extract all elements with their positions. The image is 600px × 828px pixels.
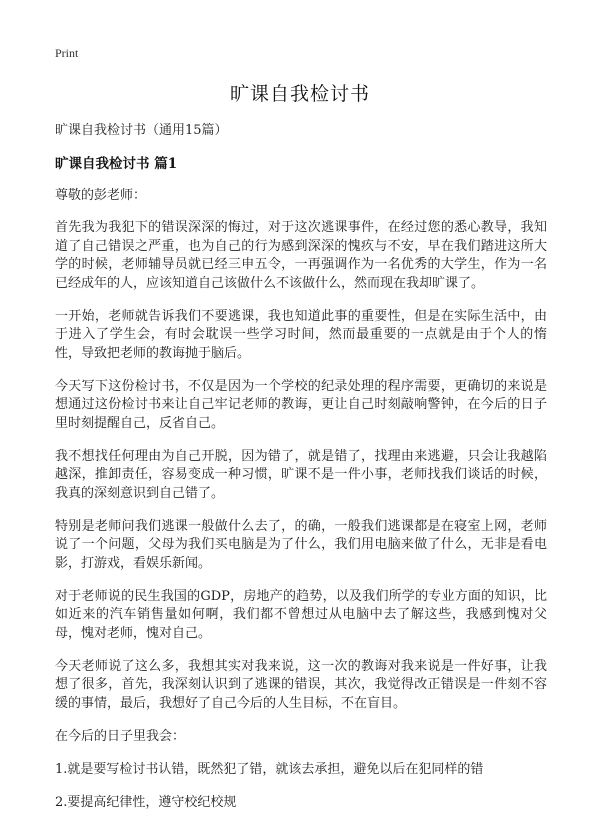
- paragraph-1: 首先我为我犯下的错误深深的悔过，对于这次逃课事件，在经过您的悉心教导，我知道了自己错误之严重，也为自己的行为感到深深的愧疚与不安，早在我们踏进这所大学的时候，老师辅导员就已经三申五令，一再强调作为一名优秀的大学生，作为一名已经成年的人，应该知道自己该做什么不该做什么，然而现在我却旷课了。: [55, 220, 547, 291]
- paragraph-6: 对于老师说的民生我国的GDP，房地产的趋势，以及我们所学的专业方面的知识，比如近来的汽车销售量如何啊，我们都不曾想过从电脑中去了解这些，我感到愧对父母，愧对老师，愧对自己。: [55, 588, 547, 641]
- paragraph-2: 一开始，老师就告诉我们不要逃课，我也知道此事的重要性，但是在实际生活中，由于进入了学生会，有时会耽误一些学习时间，然而最重要的一点就是由于个人的惰性，导致把老师的教诲抛于脑后。: [55, 308, 547, 361]
- paragraph-7: 今天老师说了这么多，我想其实对我来说，这一次的教诲对我来说是一件好事，让我想了很多，首先，我深刻认识到了逃课的错误，其次，我觉得改正错误是一件刻不容缓的事情，最后，我想好了自己今后的人生目标，不在盲目。: [55, 658, 547, 711]
- greeting: 尊敬的彭老师：: [55, 188, 147, 203]
- document-subtitle: 旷课自我检讨书（通用15篇）: [55, 123, 228, 138]
- print-link[interactable]: Print: [55, 46, 79, 60]
- paragraph-5: 特别是老师问我们逃课一般做什么去了，的确，一般我们逃课都是在寝室上网，老师说了一个问题，父母为我们买电脑是为了什么，我们用电脑来做了什么，无非是看电影，打游戏，看娱乐新闻。: [55, 518, 547, 571]
- document-body: [55, 122, 547, 827]
- section-heading: 旷课自我检讨书 篇1: [55, 156, 178, 172]
- paragraph-4: 我不想找任何理由为自己开脱，因为错了，就是错了，找理由来逃避，只会让我越陷越深，推卸责任，容易变成一种习惯，旷课不是一件小事，老师找我们谈话的时候，我真的深刻意识到自己错了。: [55, 448, 547, 501]
- list-item-2: 2.要提高纪律性，遵守校纪校规: [55, 794, 237, 810]
- page-title: 旷课自我检讨书: [229, 83, 370, 105]
- paragraph-8: 在今后的日子里我会：: [55, 728, 186, 744]
- paragraph-3: 今天写下这份检讨书，不仅是因为一个学校的纪录处理的程序需要，更确切的来说是想通过这份检讨书来让自己牢记老师的教诲，更让自己时刻敲响警钟，在今后的日子里时刻提醒自己，反省自己。: [55, 378, 547, 431]
- list-item-1: 1.就是要写检讨书认错，既然犯了错，就该去承担，避免以后在犯同样的错: [55, 761, 484, 777]
